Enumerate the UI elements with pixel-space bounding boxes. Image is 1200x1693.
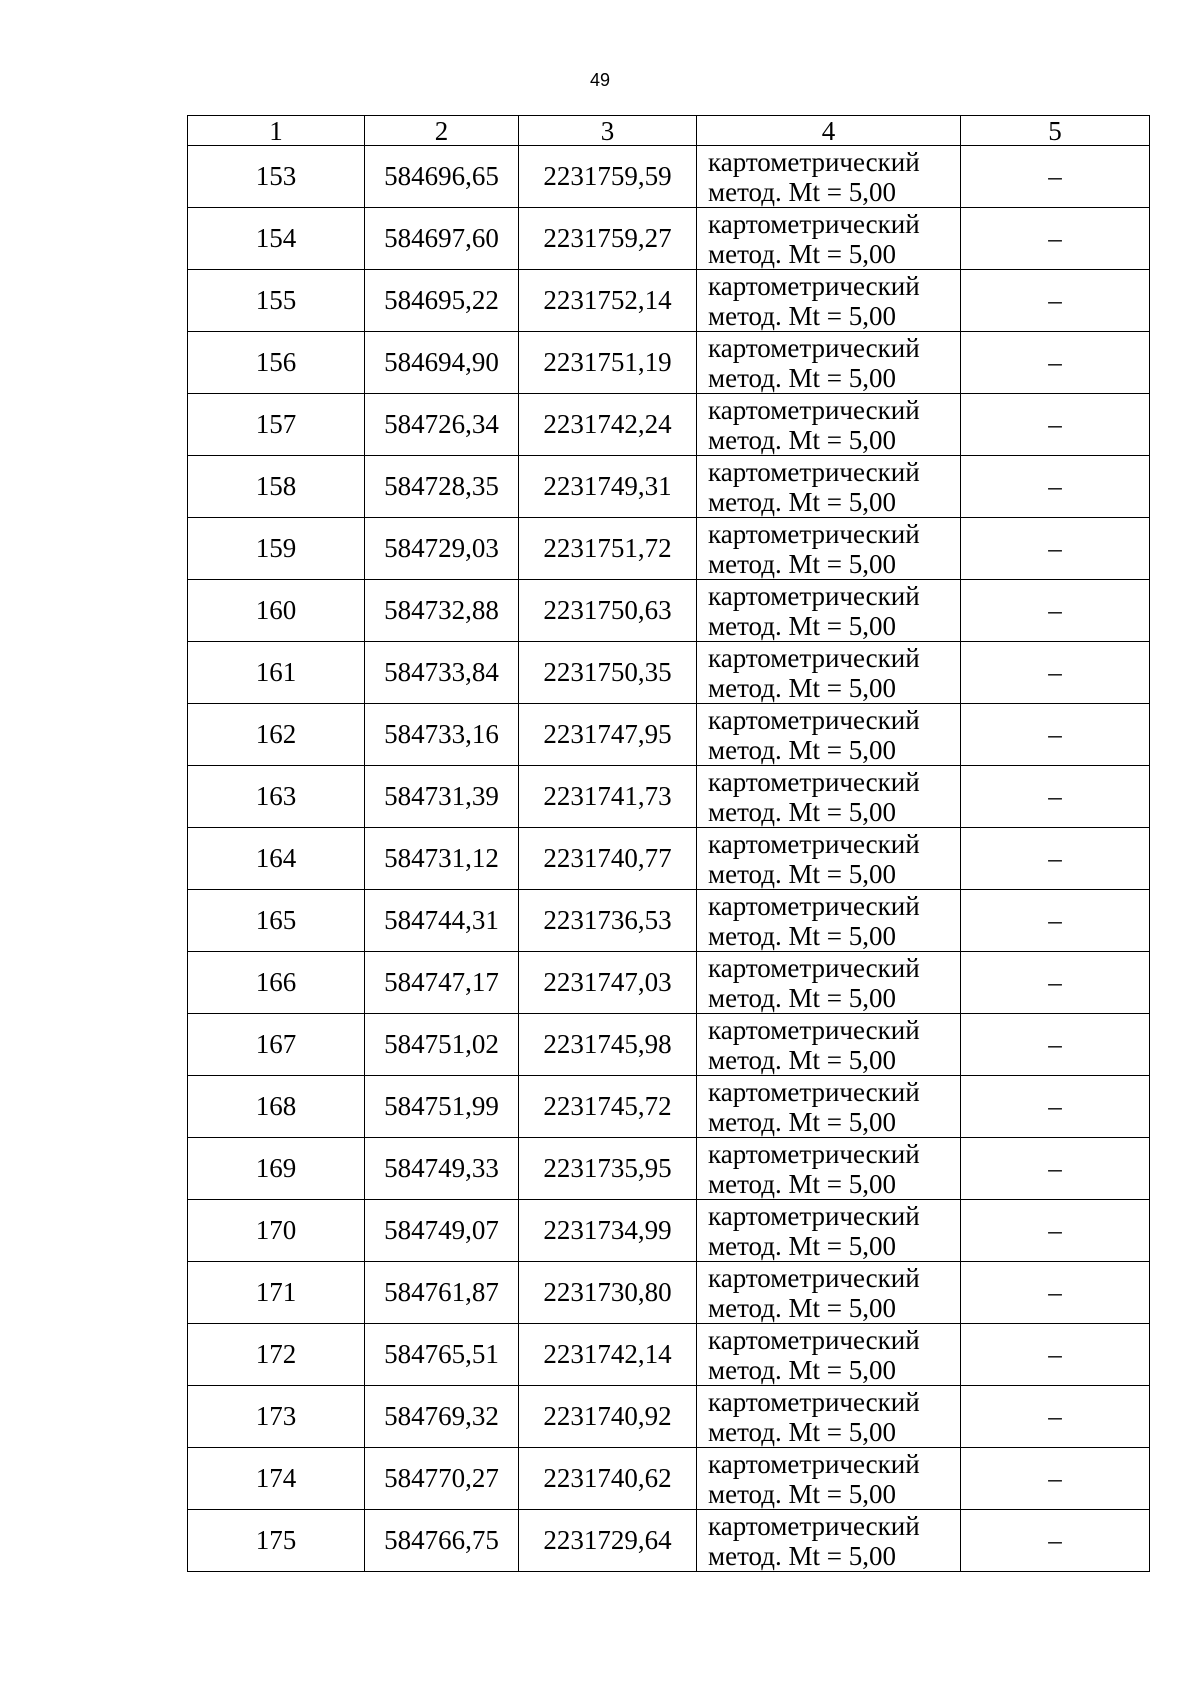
header-col-4: 4 xyxy=(697,116,961,146)
x-coordinate: 584769,32 xyxy=(365,1386,519,1448)
y-coordinate: 2231730,80 xyxy=(519,1262,697,1324)
y-coordinate: 2231742,14 xyxy=(519,1324,697,1386)
y-coordinate: 2231751,72 xyxy=(519,518,697,580)
point-number: 172 xyxy=(188,1324,365,1386)
note-cell: – xyxy=(961,1386,1150,1448)
method-cell xyxy=(697,518,961,580)
y-coordinate: 2231749,31 xyxy=(519,456,697,518)
table-row xyxy=(188,1138,1150,1200)
method-name: картометрический xyxy=(708,1262,920,1293)
method-cell xyxy=(697,828,961,890)
x-coordinate: 584732,88 xyxy=(365,580,519,642)
method-accuracy: метод. Mt = 5,00 xyxy=(708,300,896,331)
x-coordinate: 584751,02 xyxy=(365,1014,519,1076)
table-row xyxy=(188,580,1150,642)
method-cell xyxy=(697,146,961,208)
method-name: картометрический xyxy=(708,1386,920,1417)
method-name: картометрический xyxy=(708,704,920,735)
y-coordinate: 2231759,59 xyxy=(519,146,697,208)
table-row xyxy=(188,890,1150,952)
method-accuracy: метод. Mt = 5,00 xyxy=(708,362,896,393)
point-number: 162 xyxy=(188,704,365,766)
header-col-3: 3 xyxy=(519,116,697,146)
method-name: картометрический xyxy=(708,1510,920,1541)
x-coordinate: 584770,27 xyxy=(365,1448,519,1510)
y-coordinate: 2231752,14 xyxy=(519,270,697,332)
method-name: картометрический xyxy=(708,1138,920,1169)
x-coordinate: 584731,12 xyxy=(365,828,519,890)
method-accuracy: метод. Mt = 5,00 xyxy=(708,238,896,269)
note-cell: – xyxy=(961,704,1150,766)
x-coordinate: 584761,87 xyxy=(365,1262,519,1324)
table-row xyxy=(188,518,1150,580)
method-cell xyxy=(697,456,961,518)
header-row xyxy=(188,116,1150,146)
table-row xyxy=(188,952,1150,1014)
x-coordinate: 584729,03 xyxy=(365,518,519,580)
method-accuracy: метод. Mt = 5,00 xyxy=(708,424,896,455)
point-number: 154 xyxy=(188,208,365,270)
method-accuracy: метод. Mt = 5,00 xyxy=(708,1354,896,1385)
table-row xyxy=(188,828,1150,890)
method-accuracy: метод. Mt = 5,00 xyxy=(708,486,896,517)
note-cell: – xyxy=(961,208,1150,270)
x-coordinate: 584744,31 xyxy=(365,890,519,952)
y-coordinate: 2231740,77 xyxy=(519,828,697,890)
method-accuracy: метод. Mt = 5,00 xyxy=(708,982,896,1013)
x-coordinate: 584765,51 xyxy=(365,1324,519,1386)
x-coordinate: 584694,90 xyxy=(365,332,519,394)
point-number: 161 xyxy=(188,642,365,704)
page-number: 49 xyxy=(589,70,611,90)
x-coordinate: 584747,17 xyxy=(365,952,519,1014)
method-accuracy: метод. Mt = 5,00 xyxy=(708,610,896,641)
note-cell: – xyxy=(961,1448,1150,1510)
note-cell: – xyxy=(961,394,1150,456)
method-cell xyxy=(697,704,961,766)
method-cell xyxy=(697,1200,961,1262)
method-name: картометрический xyxy=(708,332,920,363)
method-name: картометрический xyxy=(708,828,920,859)
x-coordinate: 584697,60 xyxy=(365,208,519,270)
method-name: картометрический xyxy=(708,394,920,425)
y-coordinate: 2231740,92 xyxy=(519,1386,697,1448)
method-cell xyxy=(697,890,961,952)
method-name: картометрический xyxy=(708,642,920,673)
point-number: 175 xyxy=(188,1510,365,1572)
table-row xyxy=(188,704,1150,766)
note-cell: – xyxy=(961,766,1150,828)
table-row xyxy=(188,1448,1150,1510)
table-row xyxy=(188,1510,1150,1572)
x-coordinate: 584733,84 xyxy=(365,642,519,704)
method-cell xyxy=(697,332,961,394)
method-accuracy: метод. Mt = 5,00 xyxy=(708,1230,896,1261)
point-number: 171 xyxy=(188,1262,365,1324)
method-cell xyxy=(697,1138,961,1200)
method-name: картометрический xyxy=(708,208,920,239)
method-accuracy: метод. Mt = 5,00 xyxy=(708,796,896,827)
note-cell: – xyxy=(961,1262,1150,1324)
method-cell xyxy=(697,952,961,1014)
method-cell xyxy=(697,580,961,642)
method-cell xyxy=(697,208,961,270)
table-row xyxy=(188,1386,1150,1448)
table-body xyxy=(188,146,1150,1572)
point-number: 169 xyxy=(188,1138,365,1200)
point-number: 157 xyxy=(188,394,365,456)
y-coordinate: 2231745,98 xyxy=(519,1014,697,1076)
table-row xyxy=(188,456,1150,518)
method-name: картометрический xyxy=(708,146,920,177)
method-cell xyxy=(697,1324,961,1386)
note-cell: – xyxy=(961,456,1150,518)
point-number: 155 xyxy=(188,270,365,332)
method-accuracy: метод. Mt = 5,00 xyxy=(708,734,896,765)
y-coordinate: 2231741,73 xyxy=(519,766,697,828)
method-cell xyxy=(697,1014,961,1076)
point-number: 160 xyxy=(188,580,365,642)
method-accuracy: метод. Mt = 5,00 xyxy=(708,1106,896,1137)
y-coordinate: 2231747,95 xyxy=(519,704,697,766)
y-coordinate: 2231740,62 xyxy=(519,1448,697,1510)
point-number: 173 xyxy=(188,1386,365,1448)
table-row xyxy=(188,1076,1150,1138)
method-accuracy: метод. Mt = 5,00 xyxy=(708,920,896,951)
point-number: 166 xyxy=(188,952,365,1014)
table-row xyxy=(188,766,1150,828)
method-cell xyxy=(697,1510,961,1572)
note-cell: – xyxy=(961,146,1150,208)
method-name: картометрический xyxy=(708,1076,920,1107)
y-coordinate: 2231751,19 xyxy=(519,332,697,394)
table-row xyxy=(188,1014,1150,1076)
y-coordinate: 2231750,35 xyxy=(519,642,697,704)
table-row xyxy=(188,394,1150,456)
method-accuracy: метод. Mt = 5,00 xyxy=(708,1168,896,1199)
table-row xyxy=(188,270,1150,332)
y-coordinate: 2231745,72 xyxy=(519,1076,697,1138)
y-coordinate: 2231729,64 xyxy=(519,1510,697,1572)
note-cell: – xyxy=(961,332,1150,394)
method-name: картометрический xyxy=(708,766,920,797)
table-row xyxy=(188,146,1150,208)
coordinates-table xyxy=(187,115,1150,1572)
table-row xyxy=(188,1324,1150,1386)
method-name: картометрический xyxy=(708,890,920,921)
note-cell: – xyxy=(961,1324,1150,1386)
y-coordinate: 2231750,63 xyxy=(519,580,697,642)
point-number: 156 xyxy=(188,332,365,394)
method-accuracy: метод. Mt = 5,00 xyxy=(708,1292,896,1323)
y-coordinate: 2231735,95 xyxy=(519,1138,697,1200)
x-coordinate: 584751,99 xyxy=(365,1076,519,1138)
method-cell xyxy=(697,1076,961,1138)
note-cell: – xyxy=(961,890,1150,952)
header-col-1: 1 xyxy=(188,116,365,146)
table-row xyxy=(188,642,1150,704)
method-accuracy: метод. Mt = 5,00 xyxy=(708,1044,896,1075)
point-number: 164 xyxy=(188,828,365,890)
point-number: 165 xyxy=(188,890,365,952)
method-name: картометрический xyxy=(708,1448,920,1479)
x-coordinate: 584696,65 xyxy=(365,146,519,208)
x-coordinate: 584733,16 xyxy=(365,704,519,766)
note-cell: – xyxy=(961,952,1150,1014)
method-accuracy: метод. Mt = 5,00 xyxy=(708,176,896,207)
method-name: картометрический xyxy=(708,270,920,301)
method-cell xyxy=(697,642,961,704)
method-name: картометрический xyxy=(708,518,920,549)
note-cell: – xyxy=(961,518,1150,580)
method-accuracy: метод. Mt = 5,00 xyxy=(708,858,896,889)
point-number: 159 xyxy=(188,518,365,580)
point-number: 170 xyxy=(188,1200,365,1262)
method-accuracy: метод. Mt = 5,00 xyxy=(708,1540,896,1571)
header-col-2: 2 xyxy=(365,116,519,146)
method-accuracy: метод. Mt = 5,00 xyxy=(708,548,896,579)
note-cell: – xyxy=(961,828,1150,890)
x-coordinate: 584695,22 xyxy=(365,270,519,332)
point-number: 158 xyxy=(188,456,365,518)
table-row xyxy=(188,332,1150,394)
y-coordinate: 2231747,03 xyxy=(519,952,697,1014)
method-name: картометрический xyxy=(708,952,920,983)
table-header xyxy=(188,116,1150,146)
note-cell: – xyxy=(961,1014,1150,1076)
x-coordinate: 584726,34 xyxy=(365,394,519,456)
method-cell xyxy=(697,270,961,332)
x-coordinate: 584749,07 xyxy=(365,1200,519,1262)
x-coordinate: 584749,33 xyxy=(365,1138,519,1200)
method-name: картометрический xyxy=(708,1324,920,1355)
method-name: картометрический xyxy=(708,1014,920,1045)
method-cell xyxy=(697,1448,961,1510)
note-cell: – xyxy=(961,270,1150,332)
note-cell: – xyxy=(961,1200,1150,1262)
note-cell: – xyxy=(961,1138,1150,1200)
method-name: картометрический xyxy=(708,456,920,487)
y-coordinate: 2231734,99 xyxy=(519,1200,697,1262)
method-accuracy: метод. Mt = 5,00 xyxy=(708,1416,896,1447)
y-coordinate: 2231759,27 xyxy=(519,208,697,270)
method-accuracy: метод. Mt = 5,00 xyxy=(708,1478,896,1509)
table-row xyxy=(188,1262,1150,1324)
x-coordinate: 584728,35 xyxy=(365,456,519,518)
method-cell xyxy=(697,394,961,456)
x-coordinate: 584766,75 xyxy=(365,1510,519,1572)
point-number: 163 xyxy=(188,766,365,828)
table-row xyxy=(188,208,1150,270)
point-number: 168 xyxy=(188,1076,365,1138)
note-cell: – xyxy=(961,642,1150,704)
note-cell: – xyxy=(961,1510,1150,1572)
note-cell: – xyxy=(961,580,1150,642)
method-cell xyxy=(697,1386,961,1448)
point-number: 153 xyxy=(188,146,365,208)
point-number: 174 xyxy=(188,1448,365,1510)
y-coordinate: 2231736,53 xyxy=(519,890,697,952)
table-row xyxy=(188,1200,1150,1262)
y-coordinate: 2231742,24 xyxy=(519,394,697,456)
method-name: картометрический xyxy=(708,580,920,611)
method-cell xyxy=(697,766,961,828)
note-cell: – xyxy=(961,1076,1150,1138)
x-coordinate: 584731,39 xyxy=(365,766,519,828)
point-number: 167 xyxy=(188,1014,365,1076)
method-cell xyxy=(697,1262,961,1324)
method-accuracy: метод. Mt = 5,00 xyxy=(708,672,896,703)
header-col-5: 5 xyxy=(961,116,1150,146)
method-name: картометрический xyxy=(708,1200,920,1231)
